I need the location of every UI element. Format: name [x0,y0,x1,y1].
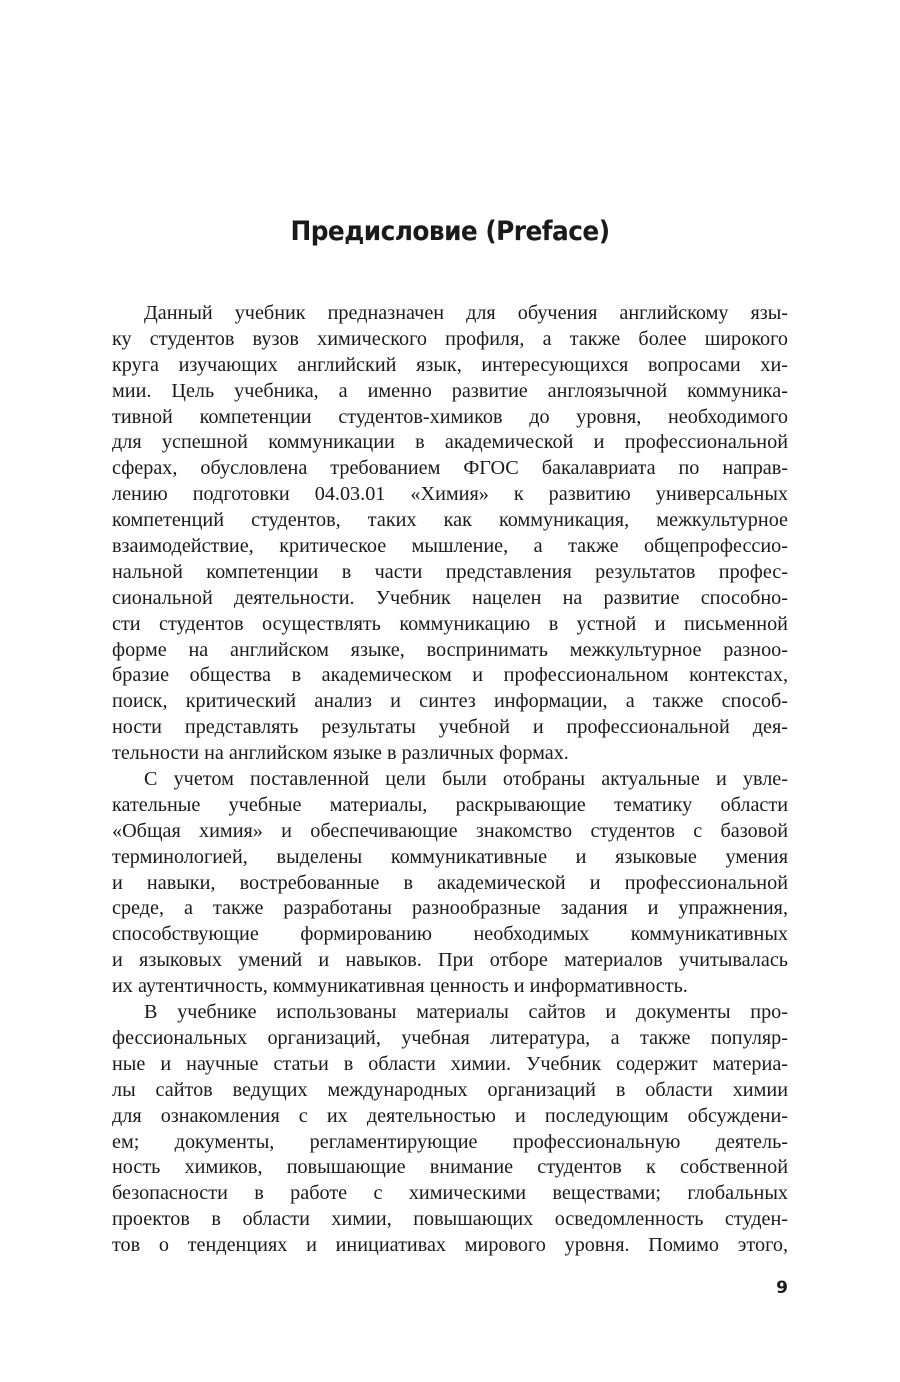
text-line: лению подготовки 04.03.01 «Химия» к развитию универсальных [112,483,788,506]
text-line: сферах, обусловлена требованием ФГОС бакалавриата по направ- [112,457,788,480]
text-line: безопасности в работе с химическими веществами; глобальных [112,1182,788,1205]
text-line: проектов в области химии, повышающих осведомленность студен- [112,1208,788,1231]
text-line: ку студентов вузов химического профиля, а также более широкого [112,327,788,350]
text-line: мии. Цель учебника, а именно развитие англоязычной коммуника- [112,379,788,402]
text-line: тивной компетенции студентов-химиков до уровня, необходимого [112,405,788,428]
text-line: лы сайтов ведущих международных организаций в области химии [112,1078,788,1101]
text-line: кательные учебные материалы, раскрывающие тематику области [112,793,788,816]
text-line: сти студентов осуществлять коммуникацию в устной и письменной [112,612,788,635]
text-line: сиональной деятельности. Учебник нацелен на развитие способно- [112,586,788,609]
text-line: Данный учебник предназначен для обучения английскому язы- [144,302,788,324]
text-line: ем; документы, регламентирующие профессиональную деятель- [112,1130,788,1153]
text-line: способствующие формированию необходимых коммуникативных [112,923,788,946]
body-text [112,301,788,1259]
page-title: Предисловие (Preface) [290,216,610,247]
text-line: круга изучающих английский язык, интересующихся вопросами хи- [112,353,788,376]
text-line: ные и научные статьи в области химии. Учебник содержит материа- [112,1052,788,1075]
text-line: ности представлять результаты учебной и профессиональной дея- [112,716,788,739]
text-line: С учетом поставленной цели были отобраны актуальные и увле- [144,768,788,791]
text-line: бразие общества в академическом и профессиональном контекстах, [112,664,788,687]
text-line: среде, а также разработаны разнообразные задания и упражнения, [112,897,788,920]
text-line: форме на английском языке, воспринимать межкультурное разнoo- [112,638,788,661]
text-line: поиск, критический анализ и синтез информации, а также способ- [112,690,788,713]
text-line: для ознакомления с их деятельностью и последующим обсуждени- [112,1104,788,1127]
text-line: тов о тенденциях и инициативах мирового уровня. Помимо этого, [112,1234,788,1257]
text-line: нальной компетенции в части представления результатов профес- [112,560,788,583]
text-line: терминологией, выделены коммуникативные и языковые умения [112,845,788,868]
page-number: 9 [776,1278,788,1298]
text-line: и навыки, востребованные в академической и профессиональной [112,871,788,894]
text-line: тельности на английском языке в различных формах. [112,742,569,765]
text-line: их аутентичность, коммуникативная ценность и информативность. [112,975,688,998]
text-line: для успешной коммуникации в академической и профессиональной [112,431,788,454]
text-line: взаимодействие, критическое мышление, а также общепрофессио- [112,535,788,558]
paragraph-2 [112,767,788,1000]
text-line: и языковых умений и навыков. При отборе материалов учитывалась [112,949,788,972]
text-line: фессиональных организаций, учебная литература, а также популяр- [112,1026,788,1049]
text-line: «Общая химия» и обеспечивающие знакомство студентов с базовой [112,819,788,842]
text-line: ность химиков, повышающие внимание студентов к собственной [112,1156,788,1179]
paragraph-3 [112,1000,788,1259]
text-line: компетенций студентов, таких как коммуникация, межкультурное [112,509,788,532]
paragraph-1 [112,301,788,767]
text-line: В учебнике использованы материалы сайтов и документы про- [144,1001,788,1024]
